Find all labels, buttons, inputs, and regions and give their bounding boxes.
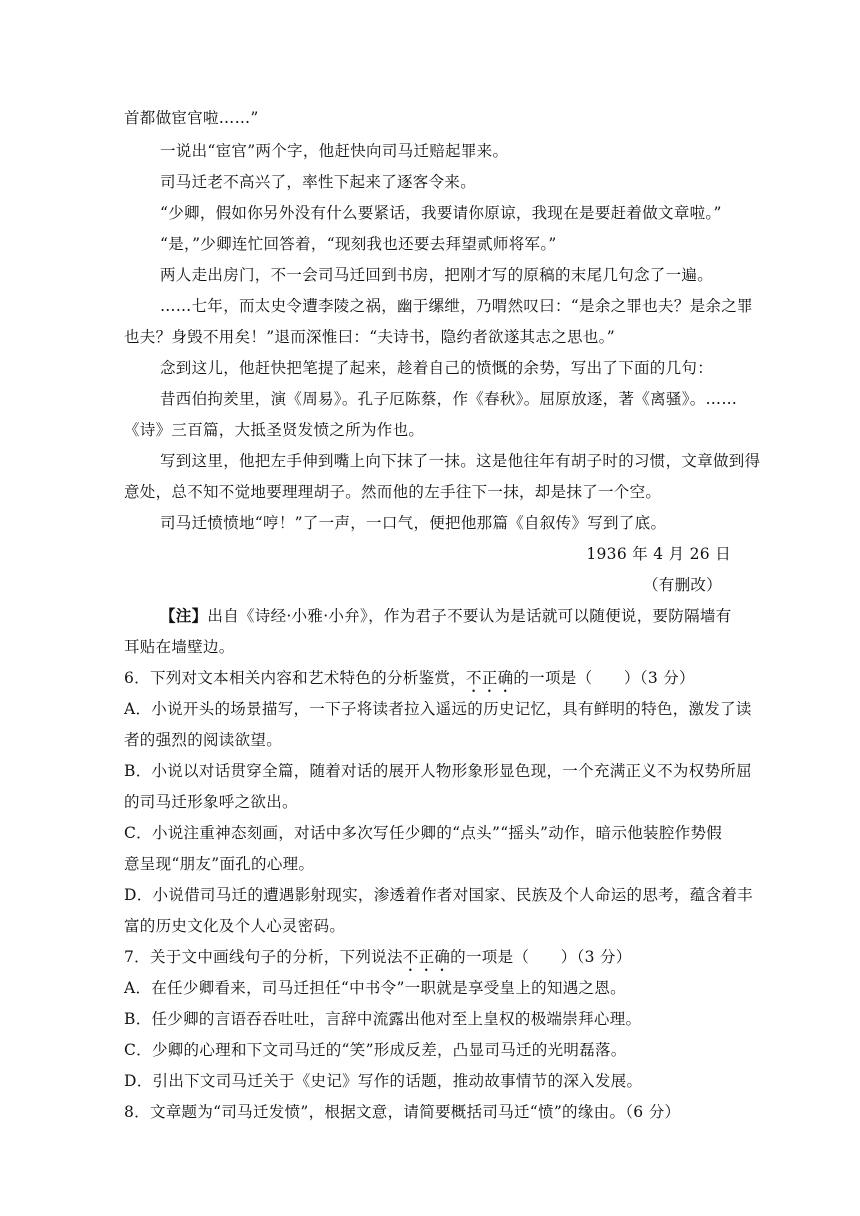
- story-paragraph: ……七年，而太史令遭李陵之祸，幽于缧绁，乃喟然叹曰：“是余之罪也夫？是余之罪: [160, 297, 753, 315]
- footnote-cont: 耳贴在墙壁边。: [124, 638, 235, 656]
- footnote-text: 出自《诗经·小雅·小弁》，作为君子不要认为是话就可以随便说，要防隔墙有: [207, 607, 732, 625]
- story-edit-note: （有删改）: [642, 576, 722, 594]
- story-paragraph: 司马迁老不高兴了，率性下起来了逐客令来。: [160, 173, 477, 191]
- story-paragraph: 首都做宦官啦……”: [124, 109, 259, 127]
- footnote: [160, 606, 736, 626]
- q7-option-d: D．引出下文司马迁关于《史记》写作的话题，推动故事情节的深入发展。: [124, 1072, 643, 1090]
- story-paragraph: 也夫？身毁不用矣！”退而深惟曰：“夫诗书，隐约者欲遂其志之思也。”: [124, 328, 615, 346]
- q7-option-b: B．任少卿的言语吞吞吐吐，言辞中流露出他对至上皇权的极端崇拜心理。: [124, 1010, 642, 1028]
- question-6-stem: [124, 668, 736, 696]
- story-paragraph: 念到这儿，他赶快把笔提了起来，趁着自己的愤慨的余势，写出了下面的几句：: [160, 359, 714, 377]
- footnote-tag: 【注】: [160, 606, 208, 625]
- q6-option-d: D．小说借司马迁的遭遇影射现实，渗透着作者对国家、民族及个人命运的思考，蕴含着丰: [124, 886, 753, 904]
- q6-emphasis: 不正确: [465, 669, 514, 687]
- q6-option-c: C．小说注重神态刻画，对话中多次写任少卿的“点头”“摇头”动作，暗示他装腔作势假: [124, 824, 723, 842]
- story-date: 1936 年 4 月 26 日: [586, 545, 731, 563]
- q7-option-a: A．在任少卿看来，司马迁担任“中书令”一职就是享受皇上的知遇之恩。: [124, 979, 626, 997]
- story-paragraph: 司马迁愤愤地“哼！”了一声，一口气，便把他那篇《自叙传》写到了底。: [160, 514, 667, 532]
- story-paragraph: 两人走出房门，不一会司马迁回到书房，把刚才写的原稿的末尾几句念了一遍。: [160, 266, 714, 284]
- story-paragraph: 《诗》三百篇，大抵圣贤发愤之所为作也。: [124, 421, 425, 439]
- q6-option-b-cont: 的司马迁形象呼之欲出。: [124, 793, 298, 811]
- q7-stem-text: 7．关于文中画线句子的分析，下列说法: [124, 948, 403, 966]
- question-7-stem: [124, 947, 736, 975]
- q6-option-d-cont: 富的历史文化及个人心灵密码。: [124, 917, 346, 935]
- q7-stem-tail: 的一项是（ ）（3 分）: [450, 948, 632, 966]
- question-8-stem: 8．文章题为“司马迁发愤”，根据文意，请简要概括司马迁“愤”的缘由。（6 分）: [124, 1103, 681, 1121]
- q6-option-a-cont: 者的强烈的阅读欲望。: [124, 731, 283, 749]
- story-paragraph: 写到这里，他把左手伸到嘴上向下抹了一抹。这是他往年有胡子时的习惯，文章做到得: [160, 452, 761, 470]
- q7-option-c: C．少卿的心理和下文司马迁的“笑”形成反差，凸显司马迁的光明磊落。: [124, 1041, 627, 1059]
- q6-stem-text: 6．下列对文本相关内容和艺术特色的分析鉴赏，: [124, 669, 466, 687]
- story-paragraph: 一说出“宦官”两个字，他赶快向司马迁赔起罪来。: [160, 142, 509, 160]
- q6-stem-tail: 的一项是（ ）（3 分）: [513, 669, 695, 687]
- story-paragraph: 意处，总不知不觉地要理理胡子。然而他的左手往下一抹，却是抹了一个空。: [124, 483, 662, 501]
- story-paragraph: “是，”少卿连忙回答着，“现刻我也还要去拜望贰师将军。”: [160, 235, 557, 253]
- q6-option-c-cont: 意呈现“朋友”面孔的心理。: [124, 855, 315, 873]
- q6-option-a: A．小说开头的场景描写，一下子将读者拉入遥远的历史记忆，具有鲜明的特色，激发了读: [124, 700, 752, 718]
- story-paragraph: “少卿，假如你另外没有什么要紧话，我要请你原谅，我现在是要赶着做文章啦。”: [160, 204, 722, 222]
- q7-emphasis: 不正确: [402, 948, 451, 966]
- story-paragraph: 昔西伯拘羑里，演《周易》。孔子厄陈蔡，作《春秋》。屈原放逐，著《离骚》。……: [160, 390, 738, 408]
- q6-option-b: B．小说以对话贯穿全篇，随着对话的展开人物形象形显色现，一个充满正义不为权势所屈: [124, 762, 752, 780]
